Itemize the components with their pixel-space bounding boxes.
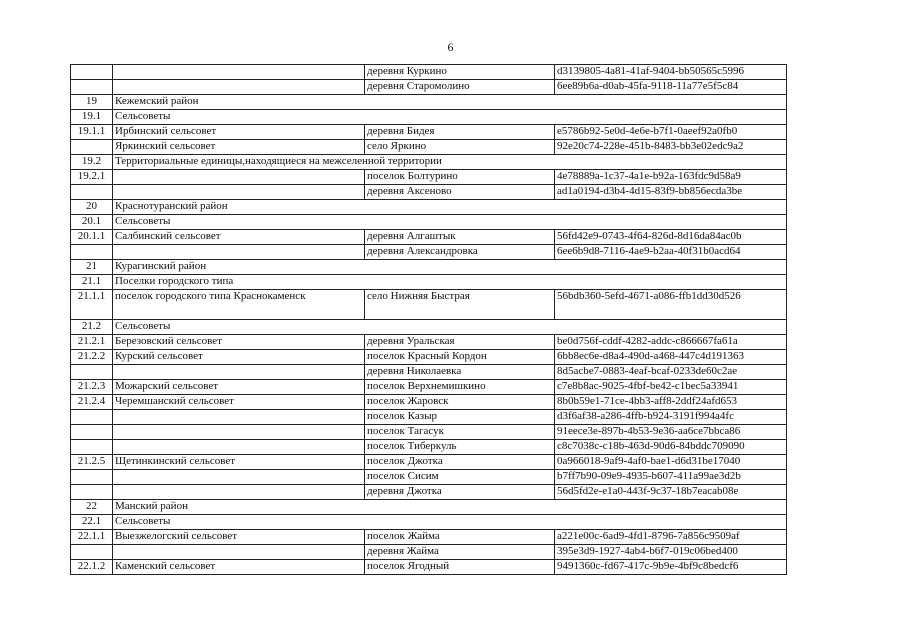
fias-guid: d3f6af38-a286-4ffb-b924-3191f994a4fc	[555, 410, 787, 425]
settlement-name: деревня Уральская	[365, 335, 555, 350]
table-row	[71, 410, 787, 425]
entry-number: 21.2.5	[71, 455, 113, 470]
entry-number	[71, 485, 113, 500]
council-name	[113, 545, 365, 560]
fias-guid: e5786b92-5e0d-4e6e-b7f1-0aeef92a0fb0	[555, 125, 787, 140]
fias-guid: 56bdb360-5efd-4671-a086-ffb1dd30d526	[555, 290, 787, 320]
entry-number: 21.2.3	[71, 380, 113, 395]
fias-guid: 56d5fd2e-e1a0-443f-9c37-18b7eacab08e	[555, 485, 787, 500]
section-label: Сельсоветы	[113, 515, 787, 530]
entry-number: 21.2.1	[71, 335, 113, 350]
fias-guid: 9491360c-fd67-417c-9b9e-4bf9c8bedcf6	[555, 560, 787, 575]
settlement-name: поселок Жайма	[365, 530, 555, 545]
section-heading-row	[71, 110, 787, 125]
section-heading-row	[71, 155, 787, 170]
settlement-name: поселок Тиберкуль	[365, 440, 555, 455]
fias-guid: 0a966018-9af9-4af0-bae1-d6d31be17040	[555, 455, 787, 470]
table-row	[71, 335, 787, 350]
table-row	[71, 230, 787, 245]
table-row	[71, 455, 787, 470]
settlement-name: деревня Алгаштык	[365, 230, 555, 245]
table-row	[71, 380, 787, 395]
table-row	[71, 530, 787, 545]
section-heading-row	[71, 215, 787, 230]
entry-number	[71, 440, 113, 455]
entry-number: 21.1.1	[71, 290, 113, 320]
section-heading-row	[71, 500, 787, 515]
table-row	[71, 245, 787, 260]
fias-guid: 8b0b59e1-71ce-4bb3-aff8-2ddf24afd653	[555, 395, 787, 410]
section-label: Краснотуранский район	[113, 200, 787, 215]
entry-number	[71, 65, 113, 80]
fias-guid: 6bb8ec6e-d8a4-490d-a468-447c4d191363	[555, 350, 787, 365]
fias-guid: c7e8b8ac-9025-4fbf-be42-c1bec5a33941	[555, 380, 787, 395]
settlement-name: деревня Бидея	[365, 125, 555, 140]
section-heading-row	[71, 200, 787, 215]
page-number: 6	[447, 40, 454, 54]
fias-guid: 6ee6b9d8-7116-4ae9-b2aa-40f31b0acd64	[555, 245, 787, 260]
council-name	[113, 410, 365, 425]
entry-number: 20.1.1	[71, 230, 113, 245]
settlement-name: деревня Джотка	[365, 485, 555, 500]
fias-guid: 4e78889a-1c37-4a1e-b92a-163fdc9d58a9	[555, 170, 787, 185]
section-number: 19.2	[71, 155, 113, 170]
council-name	[113, 245, 365, 260]
settlement-name: поселок Сисим	[365, 470, 555, 485]
section-heading-row	[71, 515, 787, 530]
settlement-name: поселок Красный Кордон	[365, 350, 555, 365]
council-name	[113, 80, 365, 95]
settlements-table	[70, 64, 787, 575]
settlement-name: поселок Верхнемишкино	[365, 380, 555, 395]
section-label: Сельсоветы	[113, 215, 787, 230]
council-name	[113, 185, 365, 200]
entry-number	[71, 410, 113, 425]
section-label: Поселки городского типа	[113, 275, 787, 290]
table-row	[71, 485, 787, 500]
section-heading-row	[71, 95, 787, 110]
table-row	[71, 560, 787, 575]
settlement-name: село Яркино	[365, 140, 555, 155]
council-name: Березовский сельсовет	[113, 335, 365, 350]
section-number: 22.1	[71, 515, 113, 530]
council-name: Выезжелогский сельсовет	[113, 530, 365, 545]
settlement-name: деревня Николаевка	[365, 365, 555, 380]
entry-number	[71, 140, 113, 155]
fias-guid: d3139805-4a81-41af-9404-bb50565c5996	[555, 65, 787, 80]
table-row	[71, 170, 787, 185]
table-row	[71, 290, 787, 320]
table-row	[71, 545, 787, 560]
entry-number	[71, 425, 113, 440]
section-label: Кежемский район	[113, 95, 787, 110]
section-number: 21	[71, 260, 113, 275]
settlement-name: село Нижняя Быстрая	[365, 290, 555, 320]
council-name	[113, 440, 365, 455]
entry-number: 21.2.2	[71, 350, 113, 365]
council-name	[113, 470, 365, 485]
settlements-table-body	[71, 65, 787, 575]
settlement-name: поселок Тагасук	[365, 425, 555, 440]
section-label: Манский район	[113, 500, 787, 515]
council-name: Ирбинский сельсовет	[113, 125, 365, 140]
fias-guid: 92e20c74-228e-451b-8483-bb3e02edc9a2	[555, 140, 787, 155]
section-heading-row	[71, 320, 787, 335]
section-heading-row	[71, 275, 787, 290]
fias-guid: a221e00c-6ad9-4fd1-8796-7a856c9509af	[555, 530, 787, 545]
entry-number	[71, 365, 113, 380]
entry-number: 21.2.4	[71, 395, 113, 410]
council-name: Курский сельсовет	[113, 350, 365, 365]
council-name	[113, 425, 365, 440]
settlement-name: поселок Жаровск	[365, 395, 555, 410]
settlement-name: деревня Аксеново	[365, 185, 555, 200]
settlement-name: поселок Болтурино	[365, 170, 555, 185]
fias-guid: 8d5acbe7-0883-4eaf-bcaf-0233de60c2ae	[555, 365, 787, 380]
table-row	[71, 125, 787, 140]
council-name: Салбинский сельсовет	[113, 230, 365, 245]
table-row	[71, 470, 787, 485]
section-number: 21.1	[71, 275, 113, 290]
entry-number: 19.1.1	[71, 125, 113, 140]
settlement-name: деревня Куркино	[365, 65, 555, 80]
section-label: Сельсоветы	[113, 320, 787, 335]
fias-guid: 6ee89b6a-d0ab-45fa-9118-11a77e5f5c84	[555, 80, 787, 95]
council-name	[113, 365, 365, 380]
entry-number	[71, 470, 113, 485]
fias-guid: be0d756f-cddf-4282-addc-c866667fa61a	[555, 335, 787, 350]
council-name	[113, 485, 365, 500]
section-number: 20.1	[71, 215, 113, 230]
section-label: Курагинский район	[113, 260, 787, 275]
fias-guid: c8c7038c-c18b-463d-90d6-84bddc709090	[555, 440, 787, 455]
council-name: Каменский сельсовет	[113, 560, 365, 575]
council-name: Черемшанский сельсовет	[113, 395, 365, 410]
settlement-name: поселок Ягодный	[365, 560, 555, 575]
table-row	[71, 440, 787, 455]
settlement-name: поселок Казыр	[365, 410, 555, 425]
table-row	[71, 395, 787, 410]
entry-number: 22.1.1	[71, 530, 113, 545]
council-name	[113, 65, 365, 80]
council-name: Можарский сельсовет	[113, 380, 365, 395]
table-row	[71, 185, 787, 200]
table-row	[71, 140, 787, 155]
section-number: 22	[71, 500, 113, 515]
council-name: Щетинкинский сельсовет	[113, 455, 365, 470]
fias-guid: 395e3d9-1927-4ab4-b6f7-019c06bed400	[555, 545, 787, 560]
settlement-name: деревня Старомолино	[365, 80, 555, 95]
table-row	[71, 365, 787, 380]
table-row	[71, 425, 787, 440]
table-row	[71, 350, 787, 365]
entry-number: 22.1.2	[71, 560, 113, 575]
section-label: Сельсоветы	[113, 110, 787, 125]
entry-number	[71, 185, 113, 200]
section-number: 21.2	[71, 320, 113, 335]
fias-guid: 56fd42e9-0743-4f64-826d-8d16da84ac0b	[555, 230, 787, 245]
section-number: 19	[71, 95, 113, 110]
council-name: поселок городского типа Краснокаменск	[113, 290, 365, 320]
fias-guid: ad1a0194-d3b4-4d15-83f9-bb856ecda3be	[555, 185, 787, 200]
section-label: Территориальные единицы,находящиеся на межселенной территории	[113, 155, 787, 170]
entry-number	[71, 245, 113, 260]
table-row	[71, 65, 787, 80]
settlement-name: деревня Жайма	[365, 545, 555, 560]
fias-guid: b7ff7b90-09e9-4935-b607-411a99ae3d2b	[555, 470, 787, 485]
entry-number	[71, 80, 113, 95]
entry-number	[71, 545, 113, 560]
council-name	[113, 170, 365, 185]
section-number: 20	[71, 200, 113, 215]
fias-guid: 91eece3e-897b-4b53-9e36-aa6ce7bbca86	[555, 425, 787, 440]
section-number: 19.1	[71, 110, 113, 125]
settlement-name: поселок Джотка	[365, 455, 555, 470]
council-name: Яркинский сельсовет	[113, 140, 365, 155]
entry-number: 19.2.1	[71, 170, 113, 185]
table-row	[71, 80, 787, 95]
settlement-name: деревня Александровка	[365, 245, 555, 260]
section-heading-row	[71, 260, 787, 275]
